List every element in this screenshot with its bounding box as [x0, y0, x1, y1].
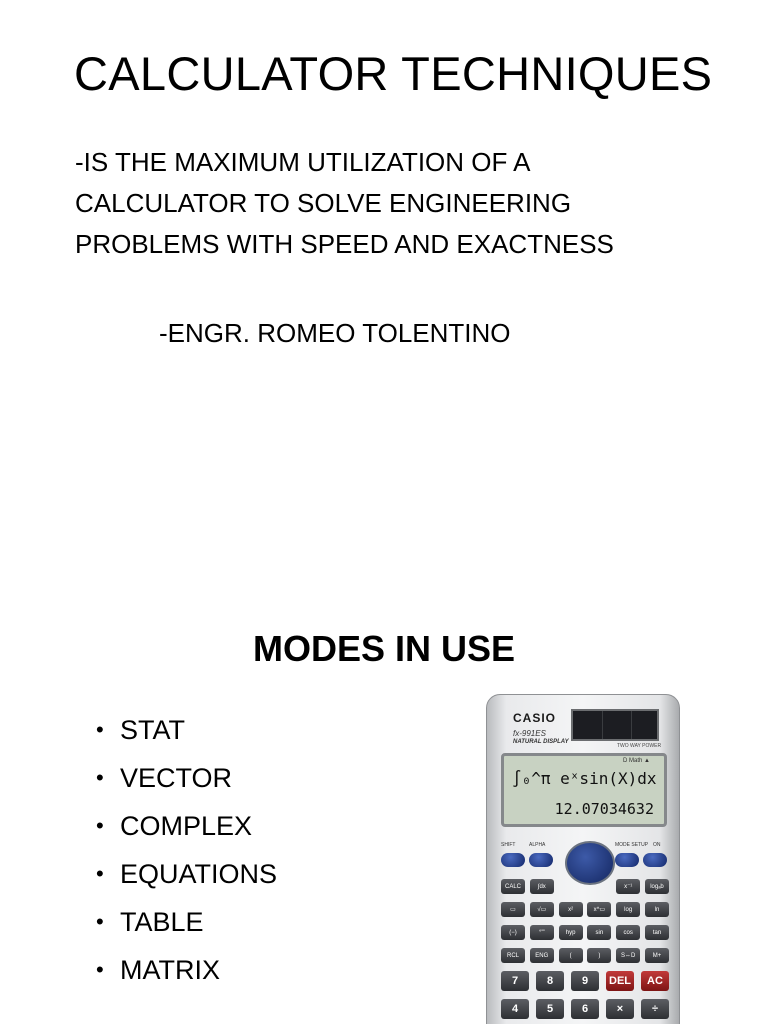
mode-label: COMPLEX — [120, 811, 253, 841]
solar-panel — [571, 709, 659, 741]
key: DEL — [606, 971, 634, 991]
bullet-icon: • — [96, 765, 104, 790]
key: CALC — [501, 879, 525, 894]
key: 4 — [501, 999, 529, 1019]
list-item — [96, 850, 277, 898]
bullet-icon: • — [96, 861, 104, 886]
calculator-display — [501, 753, 667, 827]
key: S⇔D — [616, 948, 640, 963]
key: logₐb — [645, 879, 669, 894]
mode-label: VECTOR — [120, 763, 233, 793]
list-item — [96, 754, 277, 802]
on-key — [643, 853, 667, 867]
modes-list — [96, 706, 277, 994]
key: ÷ — [641, 999, 669, 1019]
display-result: 12.07034632 — [554, 800, 654, 818]
slide-modes-in-use — [0, 600, 768, 1024]
key: M+ — [645, 948, 669, 963]
key-row — [501, 971, 669, 991]
bullet-icon: • — [96, 813, 104, 838]
key: ) — [587, 948, 611, 963]
key-row — [501, 925, 669, 940]
mode-label: MATRIX — [120, 955, 220, 985]
definition-text — [75, 142, 715, 265]
power-label: TWO WAY POWER — [617, 743, 662, 749]
mode-label: STAT — [120, 715, 185, 745]
display-type-label: NATURAL DISPLAY — [513, 739, 569, 745]
calculator-brand: CASIO — [513, 711, 557, 725]
key: (−) — [501, 925, 525, 940]
mode-label: EQUATIONS — [120, 859, 278, 889]
key: x^▭ — [587, 902, 611, 917]
key: °'" — [530, 925, 554, 940]
keypad — [501, 879, 669, 1024]
display-expression: ∫₀^π eˣsin(X)dx — [512, 769, 657, 788]
slide-title: MODES IN USE — [252, 628, 516, 669]
key-row — [501, 879, 669, 894]
shift-key — [501, 853, 525, 867]
key: cos — [616, 925, 640, 940]
key: ( — [559, 948, 583, 963]
key: RCL — [501, 948, 525, 963]
key: 6 — [571, 999, 599, 1019]
shift-label: SHIFT — [501, 842, 516, 848]
key: 5 — [536, 999, 564, 1019]
calculator-image — [486, 694, 680, 1024]
key: log — [616, 902, 640, 917]
list-item — [96, 946, 277, 994]
mode-label: MODE SETUP — [615, 842, 649, 848]
display-flags: D Math ▲ — [623, 758, 650, 764]
bullet-icon: • — [96, 717, 104, 742]
key: AC — [641, 971, 669, 991]
attribution: -ENGR. ROMEO TOLENTINO — [159, 318, 511, 348]
key: ▭ — [501, 902, 525, 917]
key-row — [501, 999, 669, 1019]
key: sin — [587, 925, 611, 940]
key: tan — [645, 925, 669, 940]
mode-key — [615, 853, 639, 867]
alpha-label: ALPHA — [529, 842, 546, 848]
slide-title: CALCULATOR TECHNIQUES — [74, 47, 713, 100]
key: 7 — [501, 971, 529, 991]
mode-label: TABLE — [120, 907, 204, 937]
key: 9 — [571, 971, 599, 991]
key: ENG — [530, 948, 554, 963]
key: ∫dx — [530, 879, 554, 894]
definition-line: CALCULATOR TO SOLVE ENGINEERING — [75, 188, 572, 218]
bullet-icon: • — [96, 957, 104, 982]
definition-line: -IS THE MAXIMUM UTILIZATION OF A — [75, 147, 531, 177]
key: x⁻¹ — [616, 879, 640, 894]
alpha-key — [529, 853, 553, 867]
key: ln — [645, 902, 669, 917]
bullet-icon: • — [96, 909, 104, 934]
list-item — [96, 898, 277, 946]
key: √▭ — [530, 902, 554, 917]
key-row — [501, 902, 669, 917]
key: 8 — [536, 971, 564, 991]
key: hyp — [559, 925, 583, 940]
key-row — [501, 948, 669, 963]
key: x² — [559, 902, 583, 917]
definition-line: PROBLEMS WITH SPEED AND EXACTNESS — [75, 229, 614, 259]
list-item — [96, 802, 277, 850]
on-label: ON — [653, 842, 661, 848]
list-item — [96, 706, 277, 754]
key: × — [606, 999, 634, 1019]
calculator-model: fx-991ES — [513, 729, 546, 738]
